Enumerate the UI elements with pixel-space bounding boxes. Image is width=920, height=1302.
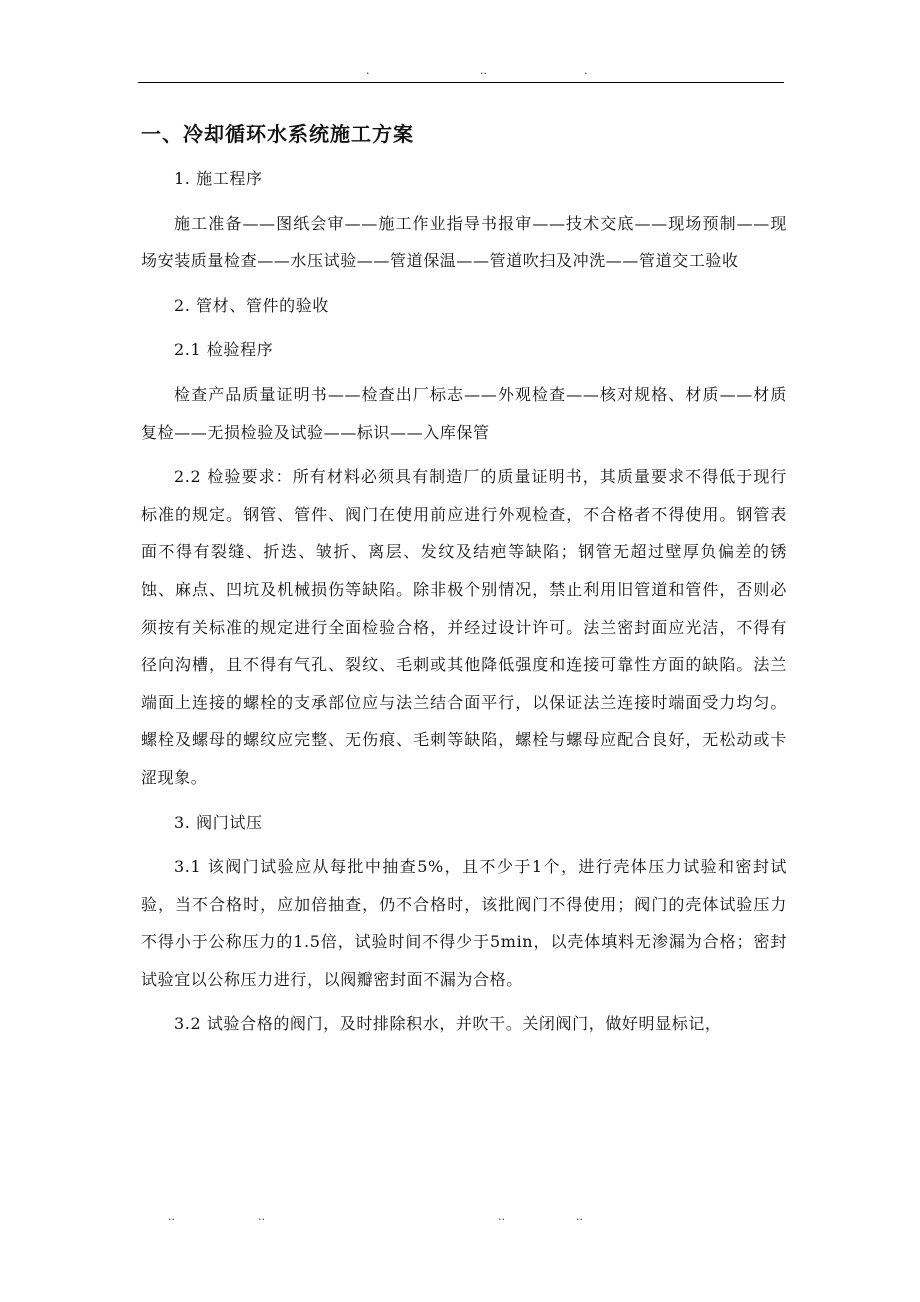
header-dot: . [584,64,588,77]
header-dot: .. [480,64,487,77]
section-heading: 1. 施工程序 [174,169,263,188]
section-heading: 2. 管材、管件的验收 [174,295,329,315]
header-dot: . [366,64,370,77]
paragraph: 3.2 试验合格的阀门，及时排除积水，并吹干。关闭阀门，做好明显标记， [174,1014,722,1034]
footer-dot: .. [498,1210,505,1223]
paragraph: 施工准备——图纸会审——施工作业指导书报审——技术交底——现场预制——现场安装质量检查——水压试验——管道保温——管道吹扫及冲洗——管道交工验收 [141,213,787,271]
document-title: 一、冷却循环水系统施工方案 [141,122,414,146]
page-header [138,64,784,80]
header-rule [138,82,784,83]
section-heading: 3. 阀门试压 [174,812,263,832]
paragraph: 3.1 该阀门试验应从每批中抽查5%，且不少于1个，进行壳体压力试验和密封试验，当不合格时，应加倍抽查，仍不合格时，该批阀门不得使用；阀门的壳体试验压力不得小于公称压力的1.5倍，试验时间不得少于5min，以壳体填料无渗漏为合格；密封试验宜以公称压力进行，以阀瓣密封面不漏为合格。 [141,857,787,989]
document-body [141,116,787,1050]
subsection-heading: 2.1 检验程序 [174,340,274,360]
footer-dot: .. [258,1210,265,1223]
footer-dot: .. [576,1210,583,1223]
footer-dot: .. [168,1210,175,1223]
page-footer [138,1210,784,1226]
paragraph: 检查产品质量证明书——检查出厂标志——外观检查——核对规格、材质——材质复检——无损检验及试验——标识——入库保管 [141,384,787,442]
paragraph: 2.2 检验要求：所有材料必须具有制造厂的质量证明书，其质量要求不得低于现行标准的规定。钢管、管件、阀门在使用前应进行外观检查，不合格者不得使用。钢管表面不得有裂缝、折迭、皱折、离层、发纹及结疤等缺陷；钢管无超过壁厚负偏差的锈蚀、麻点、凹坑及机械损伤等缺陷。除非极个别情况，禁止利用旧管道和管件，否则必须按有关标准的规定进行全面检验合格，并经过设计许可。法兰密封面应光洁，不得有径向沟槽，且不得有气孔、裂纹、毛刺或其他降低强度和连接可靠性方面的缺陷。法兰端面上连接的螺栓的支承部位应与法兰结合面平行，以保证法兰连接时端面受力均匀。螺栓及螺母的螺纹应完整、无伤痕、毛刺等缺陷，螺栓与螺母应配合良好，无松动或卡涩现象。 [141,467,787,787]
